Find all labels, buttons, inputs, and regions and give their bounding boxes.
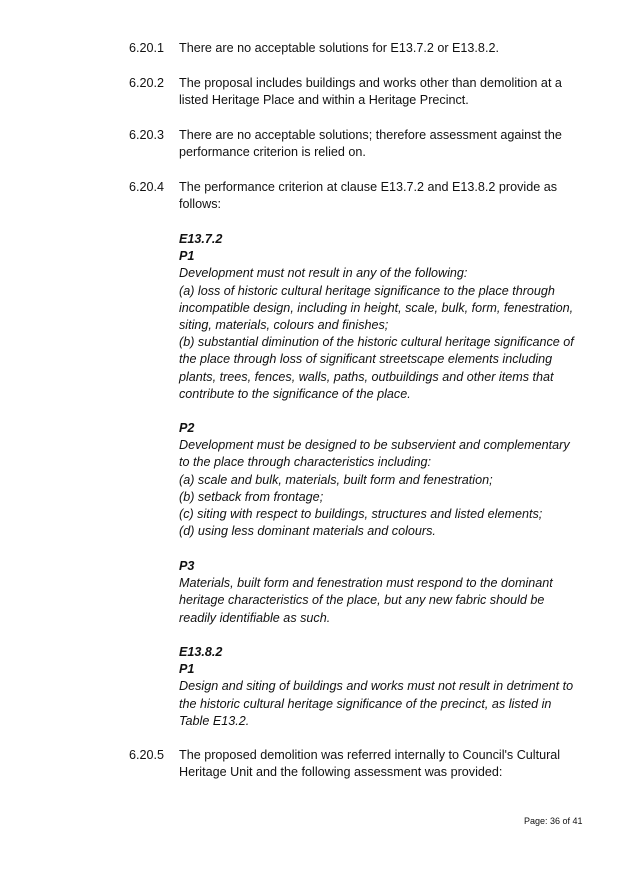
paragraph-line: The proposal includes buildings and works other than demolition at a <box>179 76 562 90</box>
quote-line: to the place through characteristics including: <box>179 455 432 470</box>
page-number: Page: 36 of 41 <box>524 816 583 826</box>
paragraph-6-20-3 <box>129 127 589 161</box>
paragraph-number: 6.20.1 <box>129 41 165 55</box>
paragraph-line: There are no acceptable solutions for E13.7.2 or E13.8.2. <box>179 41 499 55</box>
criterion-heading: P3 <box>179 559 195 573</box>
clause-heading: E13.7.2 <box>179 232 223 246</box>
paragraph-number: 6.20.5 <box>129 748 165 762</box>
quote-line: (a) scale and bulk, materials, built form and fenestration; <box>179 472 493 487</box>
quote-e13-7-2-p3 <box>179 558 589 627</box>
paragraph-number: 6.20.4 <box>129 180 165 194</box>
paragraph-line: The proposed demolition was referred internally to Council's Cultural <box>179 748 561 762</box>
quote-e13-7-2-p1 <box>179 231 589 403</box>
quote-line: Development must be designed to be subservient and complementary <box>179 438 570 453</box>
paragraph-line: Heritage Unit and the following assessment was provided: <box>179 765 503 780</box>
quote-line: heritage characteristics of the place, but any new fabric should be <box>179 593 545 608</box>
clause-heading: E13.8.2 <box>179 645 223 659</box>
quote-line: (a) loss of historic cultural heritage significance to the place through <box>179 283 555 298</box>
quote-e13-7-2-p2 <box>179 420 589 540</box>
quote-line: incompatible design, including in height, scale, bulk, form, fenestration, <box>179 300 574 315</box>
paragraph-6-20-1 <box>129 40 589 57</box>
quote-line: Materials, built form and fenestration must respond to the dominant <box>179 576 553 591</box>
quote-line: (b) substantial diminution of the historic cultural heritage significance of <box>179 335 574 350</box>
paragraph-6-20-4 <box>129 179 589 213</box>
paragraph-line: The performance criterion at clause E13.7.2 and E13.8.2 provide as <box>179 180 558 194</box>
quote-line: plants, trees, fences, walls, paths, outbuildings and other items that <box>179 369 554 384</box>
quote-line: (b) setback from frontage; <box>179 489 324 504</box>
quote-line: Development must not result in any of the following: <box>179 266 468 281</box>
criterion-heading: P2 <box>179 421 195 435</box>
paragraph-line: performance criterion is relied on. <box>179 145 366 160</box>
quote-line: Design and siting of buildings and works must not result in detriment to <box>179 679 574 694</box>
paragraph-6-20-2 <box>129 75 589 109</box>
paragraph-line: listed Heritage Place and within a Heritage Precinct. <box>179 93 469 108</box>
criterion-heading: P1 <box>179 662 195 677</box>
quote-line: siting, materials, colours and finishes; <box>179 318 389 333</box>
paragraph-6-20-5 <box>129 747 589 781</box>
quote-line: contribute to the significance of the place. <box>179 386 411 401</box>
quote-e13-8-2-p1 <box>179 644 589 730</box>
quote-line: the historic cultural heritage significance of the precinct, as listed in <box>179 696 552 711</box>
paragraph-number: 6.20.2 <box>129 76 165 90</box>
quote-line: Table E13.2. <box>179 713 250 728</box>
quote-line: (d) using less dominant materials and colours. <box>179 524 436 539</box>
quote-line: (c) siting with respect to buildings, structures and listed elements; <box>179 507 543 522</box>
paragraph-line: follows: <box>179 197 221 212</box>
paragraph-number: 6.20.3 <box>129 128 165 142</box>
quote-line: readily identifiable as such. <box>179 610 331 625</box>
quote-line: the place through loss of significant streetscape elements including <box>179 352 553 367</box>
criterion-heading: P1 <box>179 249 195 264</box>
paragraph-line: There are no acceptable solutions; therefore assessment against the <box>179 128 562 142</box>
